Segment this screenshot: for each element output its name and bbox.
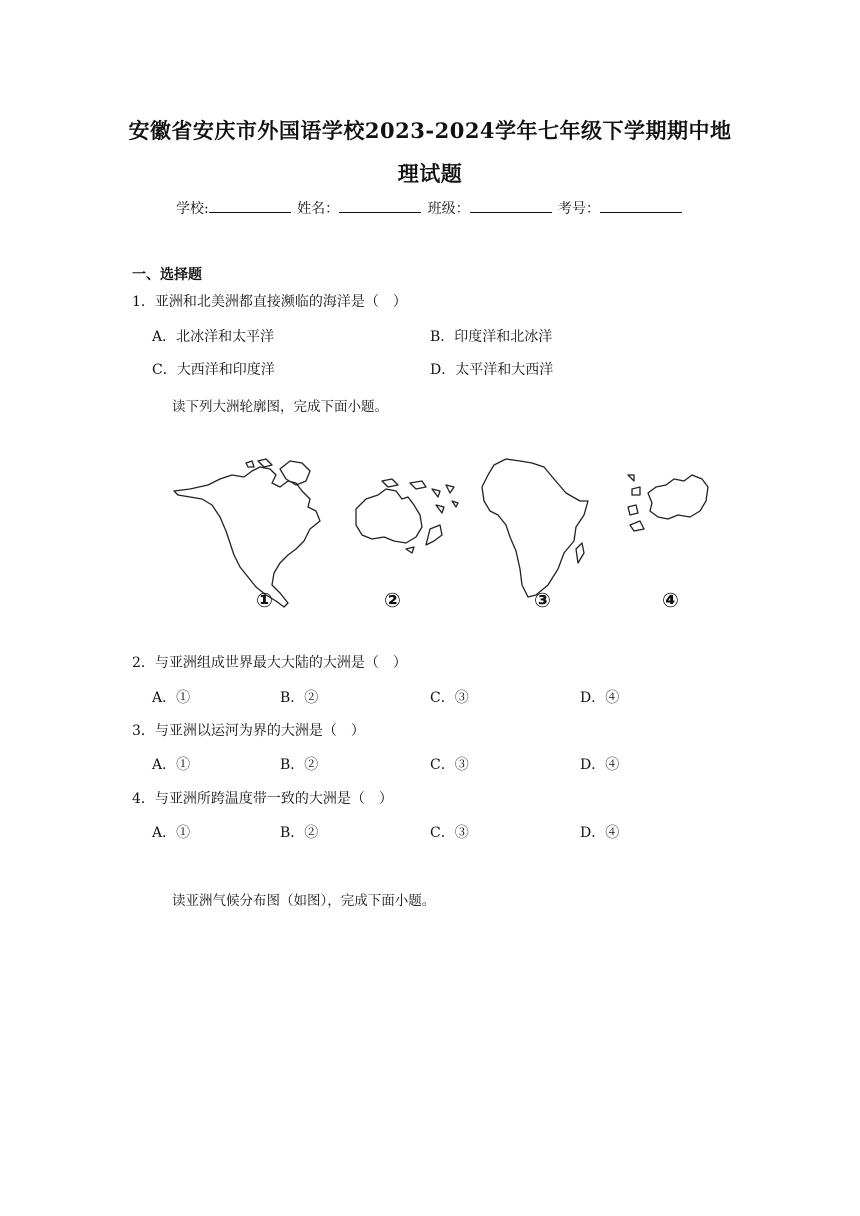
question-1-option-b: B．印度洋和北冰洋 xyxy=(430,329,553,345)
question-4-option-b: B．② xyxy=(280,825,319,841)
question-4-option-a: A．① xyxy=(152,825,191,841)
exam-no-blank xyxy=(600,199,682,213)
page-title: 安徽省安庆市外国语学校2023-2024学年七年级下学期期中地 xyxy=(128,118,732,143)
class-label: 班级： xyxy=(427,201,470,217)
figure-label-4: ④ xyxy=(662,588,679,612)
greenland-outline xyxy=(280,461,310,485)
figure-label-2: ② xyxy=(384,588,401,612)
question-2-stem: 2．与亚洲组成世界最大大陆的大洲是（ ） xyxy=(132,655,407,671)
figure-label-1: ① xyxy=(256,588,273,612)
student-info-line xyxy=(0,198,860,218)
name-label: 姓名： xyxy=(297,201,340,217)
exam-no-label: 考号： xyxy=(558,201,601,217)
africa-outline xyxy=(482,459,588,597)
question-1-option-d: D．太平洋和大西洋 xyxy=(430,362,554,378)
question-4-stem: 4．与亚洲所跨温度带一致的大洲是（ ） xyxy=(132,791,393,807)
figure-label-3: ③ xyxy=(534,588,551,612)
name-blank xyxy=(339,199,421,213)
question-3-option-b: B．② xyxy=(280,757,319,773)
europe-outline xyxy=(648,475,708,519)
question-3-option-d: D．④ xyxy=(580,757,620,773)
north-america-outline xyxy=(174,467,320,607)
question-2-option-a: A．① xyxy=(152,690,191,706)
question-3-option-a: A．① xyxy=(152,757,191,773)
question-3-option-c: C．③ xyxy=(430,757,469,773)
question-4-option-d: D．④ xyxy=(580,825,620,841)
question-3-stem: 3．与亚洲以运河为界的大洲是（ ） xyxy=(132,723,365,739)
school-label: 学校: xyxy=(175,201,209,217)
question-4-option-c: C．③ xyxy=(430,825,469,841)
continent-outlines-figure xyxy=(160,445,720,620)
question-2-option-d: D．④ xyxy=(580,690,620,706)
class-blank xyxy=(470,199,552,213)
instruction-continents: 读下列大洲轮廓图，完成下面小题。 xyxy=(172,399,388,415)
question-1-option-a: A．北冰洋和太平洋 xyxy=(152,329,275,345)
question-2-option-c: C．③ xyxy=(430,690,469,706)
question-1-option-c: C．大西洋和印度洋 xyxy=(152,362,275,378)
section-heading: 一、选择题 xyxy=(132,267,202,283)
instruction-climate-map: 读亚洲气候分布图（如图），完成下面小题。 xyxy=(172,893,436,909)
school-blank xyxy=(209,199,291,213)
question-2-option-b: B．② xyxy=(280,690,319,706)
question-1-stem: 1．亚洲和北美洲都直接濒临的海洋是（ ） xyxy=(132,294,407,310)
oceania-outline xyxy=(356,489,422,543)
page-title-continued: 理试题 xyxy=(397,161,463,186)
